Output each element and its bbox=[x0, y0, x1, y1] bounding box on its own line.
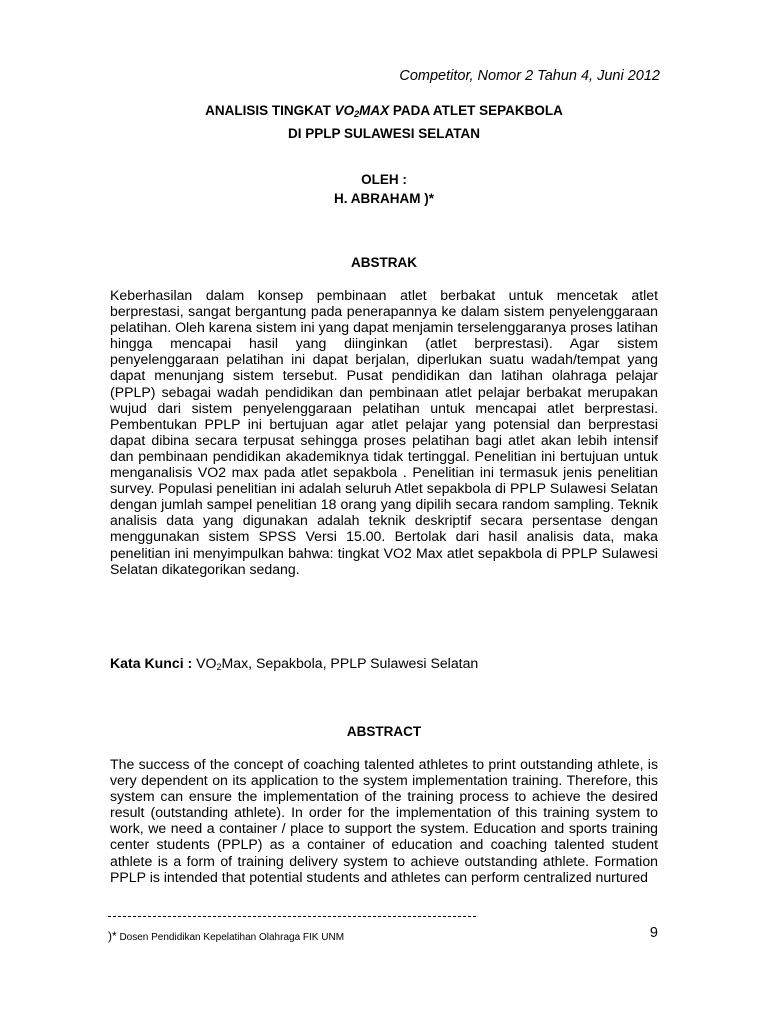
title-line1: ANALISIS TINGKAT $VO_2MAX$ PADA ATLET SEPAKBOLA bbox=[205, 103, 563, 119]
abstract-heading: ABSTRACT bbox=[346, 724, 422, 739]
abstrak-paragraph: Keberhasilan dalam konsep pembinaan atlet berbakat untuk mencetak atlet berprestasi, sangat bergantung pada penerapannya ke dalam sistem penyelenggaraan pelatihan. Oleh karena sistem ini yang dapat menjamin terselenggaranya proses latihan hingga mencapai hasil yang diinginkan (atlet berprestasi). Agar sistem penyelenggaraan pelatihan ini dapat berjalan, diperlukan suatu wadah/tempat yang dapat menunjang sistem tersebut. Pusat pendidikan dan latihan olahraga pelajar (PPLP) sebagai wadah pendidikan dan pembinaan atlet pelajar berbakat merupakan wujud dari sistem penyelenggaraan pelatihan untuk mencapai atlet berprestasi. Pembentukan PPLP ini bertujuan agar atlet pelajar yang potensial dan berprestasi dapat dibina secara terpusat sehingga proses pelatihan bagi atlet akan lebih intensif dan pembinaan pendidikan akademiknya tidak tertinggal. Penelitian ini bertujuan untuk menganalisis VO2 max pada atlet sepakbola . Penelitian ini termasuk jenis penelitian survey. Populasi penelitian ini adalah seluruh Atlet sepakbola di PPLP Sulawesi Selatan dengan jumlah sampel penelitian 18 orang yang dipilih secara random sampling. Teknik analisis data yang digunakan adalah teknik deskriptif secara persentase dengan menggunakan sistem SPSS Versi 15.00. Bertolak dari hasil analisis data, maka penelitian ini menyimpulkan bahwa: tingkat VO2 Max atlet sepakbola di PPLP Sulawesi Selatan dikategorikan sedang. bbox=[110, 287, 658, 577]
footnote-divider bbox=[108, 916, 476, 917]
vo2max-term: $VO_2MAX$ bbox=[334, 103, 390, 119]
footnote-mark: )* bbox=[108, 929, 117, 943]
page-number: 9 bbox=[649, 925, 658, 941]
abstract-paragraph: The success of the concept of coaching talented athletes to print outstanding athlete, is very dependent on its application to the system implementation training. Therefore, this system can ensure the implementation of the training process to achieve the desired result (outstanding athlete). In order for the implementation of this training system to work, we need a container / place to support the system. Education and sports training center students (PPLP) as a container of education and coaching talented student athlete is a form of training delivery system to achieve outstanding athlete. Formation PPLP is intended that potential students and athletes can perform centralized nurtured bbox=[110, 756, 658, 885]
keywords: Kata Kunci : $VO_2Max$, Sepakbola, PPLP Sulawesi Selatan bbox=[110, 655, 479, 672]
keywords-label: Kata Kunci : bbox=[110, 655, 197, 671]
author-byline bbox=[0, 170, 768, 208]
paper-title bbox=[0, 101, 768, 143]
title-line2: DI PPLP SULAWESI SELATAN bbox=[287, 126, 481, 141]
abstrak-heading: ABSTRAK bbox=[351, 255, 417, 270]
footnote-text: Dosen Pendidikan Kepelatihan Olahraga FIK UNM bbox=[116, 932, 345, 943]
footnote bbox=[108, 929, 344, 943]
byline-label: OLEH : bbox=[361, 172, 407, 187]
journal-header: Competitor, Nomor 2 Tahun 4, Juni 2012 bbox=[399, 68, 660, 84]
author-name: H. ABRAHAM )* bbox=[334, 191, 434, 206]
